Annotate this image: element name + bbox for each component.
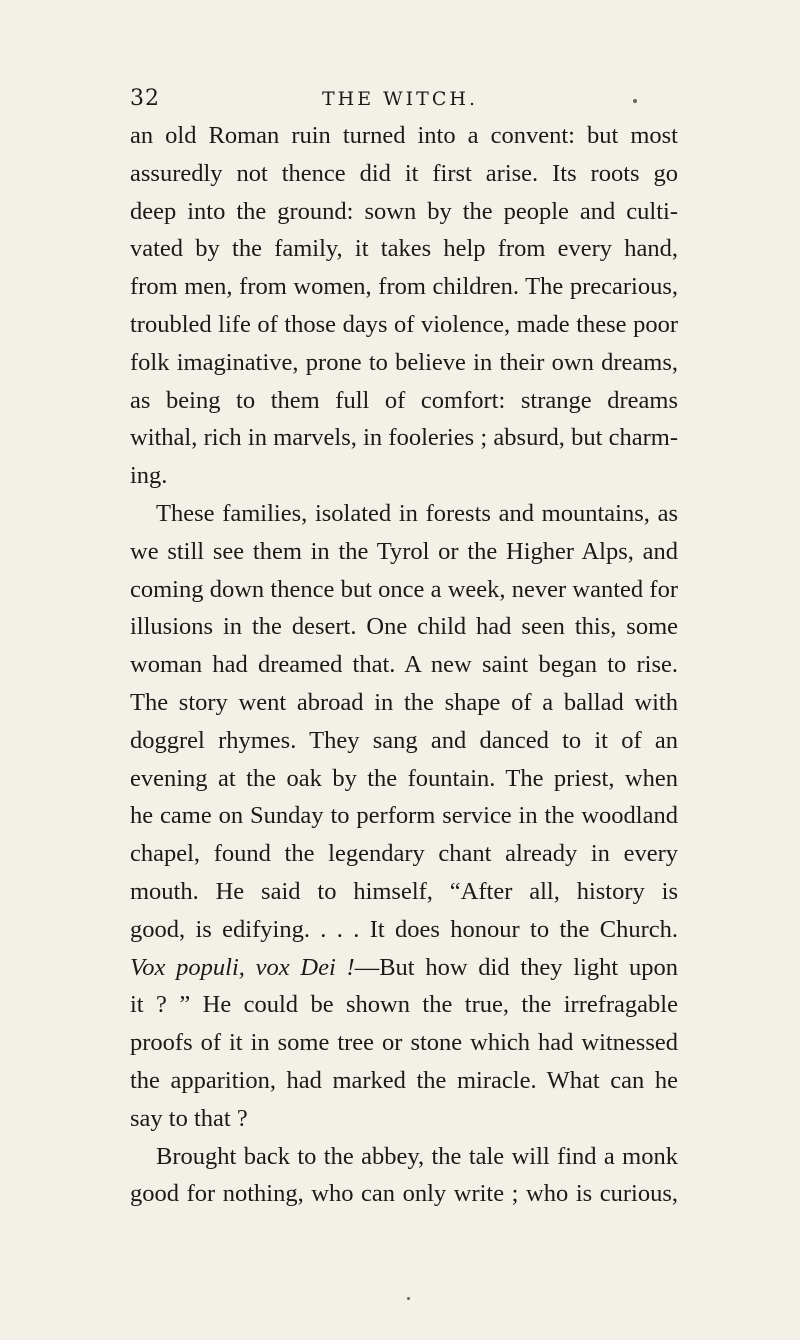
text-line-20: chapel, found the legendary chant already in every bbox=[130, 840, 678, 868]
text-line-1: an old Roman ruin turned into a convent: but most bbox=[130, 122, 678, 149]
text-line-22: good, is edifying. . . . It does honour to the Church. bbox=[130, 915, 678, 943]
body-text bbox=[130, 117, 678, 1213]
page-number: 32 bbox=[130, 86, 160, 111]
running-head bbox=[130, 86, 670, 116]
text-line-19: he came on Sunday to perform service in the woodland bbox=[130, 802, 678, 830]
text-line-21: mouth. He said to himself, “After all, history is bbox=[130, 877, 678, 905]
text-line-4: vated by the family, it takes help from every hand, bbox=[130, 235, 678, 263]
text-line-28: Brought back to the abbey, the tale will find a monk bbox=[156, 1142, 678, 1170]
text-line-12: we still see them in the Tyrol or the Higher Alps, and bbox=[130, 537, 678, 565]
text-line-11: These families, isolated in forests and mountains, as bbox=[156, 499, 678, 527]
text-line-24: it ? ” He could be shown the true, the irrefragable bbox=[130, 991, 678, 1019]
text-line-18: evening at the oak by the fountain. The priest, when bbox=[130, 764, 678, 792]
text-line-13: coming down thence but once a week, never wanted for bbox=[130, 575, 678, 603]
text-line-5: from men, from women, from children. The precarious, bbox=[130, 273, 678, 301]
text-line-25: proofs of it in some tree or stone which had witnessed bbox=[130, 1029, 678, 1057]
text-line-7: folk imaginative, prone to believe in their own dreams, bbox=[130, 348, 678, 376]
text-line-3: deep into the ground: sown by the people and culti- bbox=[130, 197, 678, 225]
text-line-23-rest: —But how did they light upon bbox=[354, 953, 678, 981]
text-line-6: troubled life of those days of violence, made these poor bbox=[130, 310, 678, 338]
text-line-15: woman had dreamed that. A new saint began to rise. bbox=[130, 651, 678, 679]
latin-phrase: Vox populi, vox Dei ! bbox=[130, 953, 355, 981]
text-line-2: assuredly not thence did it first arise. Its roots go bbox=[130, 159, 678, 187]
text-line-14: illusions in the desert. One child had seen this, some bbox=[130, 613, 678, 641]
text-line-29: good for nothing, who can only write ; who is curious, bbox=[130, 1180, 678, 1208]
text-line-16: The story went abroad in the shape of a ballad with bbox=[130, 688, 678, 716]
text-line-17: doggrel rhymes. They sang and danced to it of an bbox=[130, 726, 678, 754]
paper-speck bbox=[633, 99, 637, 103]
text-line-27: say to that ? bbox=[130, 1104, 248, 1132]
text-line-10: ing. bbox=[130, 462, 168, 490]
text-line-26: the apparition, had marked the miracle. What can he bbox=[130, 1066, 678, 1094]
text-line-9: withal, rich in marvels, in fooleries ; absurd, but charm- bbox=[130, 424, 678, 452]
text-line-23 bbox=[130, 949, 678, 987]
paper-speck bbox=[407, 1297, 410, 1300]
running-title: THE WITCH. bbox=[321, 88, 478, 110]
text-line-8: as being to them full of comfort: strange dreams bbox=[130, 386, 678, 414]
